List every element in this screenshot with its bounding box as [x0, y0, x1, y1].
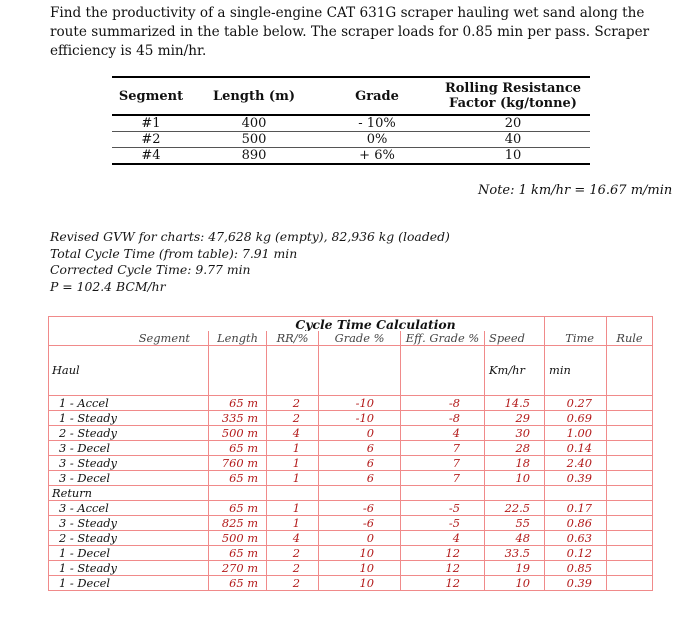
cycle-header-length: Length [209, 331, 267, 346]
route-cell-rr: 20 [436, 115, 590, 132]
empty-cell [485, 486, 545, 501]
cycle-row [49, 456, 653, 471]
empty-cell [209, 346, 267, 396]
cycle-cell-speed: 10 [485, 576, 545, 591]
cycle-cell-eff-grade: -8 [401, 411, 485, 426]
cycle-cell-length: 65 m [209, 501, 267, 516]
cycle-header-rr: RR/% [267, 331, 319, 346]
cycle-cell-speed: 18 [485, 456, 545, 471]
cycle-cell-rr: 1 [267, 501, 319, 516]
cycle-cell-segment: 3 - Decel [49, 471, 209, 486]
answer-gvw: Revised GVW for charts: 47,628 kg (empty), 82,936 kg (loaded) [50, 229, 450, 244]
cycle-cell-time: 0.12 [545, 546, 607, 561]
cycle-cell-length: 335 m [209, 411, 267, 426]
cycle-unit-time: min [545, 346, 607, 396]
cycle-cell-time: 0.27 [545, 396, 607, 411]
route-header-length: Length (m) [213, 88, 295, 104]
cycle-cell-speed: 28 [485, 441, 545, 456]
cycle-cell-time: 0.85 [545, 561, 607, 576]
route-cell-segment: #1 [112, 115, 190, 132]
cycle-cell-rr: 2 [267, 561, 319, 576]
cycle-cell-speed: 14.5 [485, 396, 545, 411]
cycle-cell-speed: 33.5 [485, 546, 545, 561]
route-cell-length: 890 [190, 148, 318, 165]
cycle-cell-time: 0.86 [545, 516, 607, 531]
cycle-cell-speed: 48 [485, 531, 545, 546]
cycle-time-body [49, 317, 653, 591]
group-label: Return [49, 486, 209, 501]
cycle-cell-time: 0.39 [545, 471, 607, 486]
empty-cell [401, 486, 485, 501]
cycle-cell-eff-grade: -5 [401, 516, 485, 531]
cycle-cell-eff-grade: -8 [401, 396, 485, 411]
cycle-cell-eff-grade: 7 [401, 441, 485, 456]
cycle-cell-rr: 4 [267, 531, 319, 546]
cycle-cell-rr: 1 [267, 441, 319, 456]
cycle-units-row [49, 346, 653, 396]
cycle-cell-time: 0.14 [545, 441, 607, 456]
cycle-cell-eff-grade: 4 [401, 426, 485, 441]
empty-cell [319, 486, 401, 501]
cycle-cell-speed: 29 [485, 411, 545, 426]
cycle-cell-rule [607, 561, 653, 576]
empty-cell [267, 346, 319, 396]
cycle-row [49, 531, 653, 546]
cycle-cell-rr: 4 [267, 426, 319, 441]
cycle-cell-rr: 1 [267, 456, 319, 471]
cycle-cell-time: 0.63 [545, 531, 607, 546]
empty-cell [401, 346, 485, 396]
answer-corrected-cycle-time: Corrected Cycle Time: 9.77 min [50, 262, 251, 277]
answer-total-cycle-time: Total Cycle Time (from table): 7.91 min [50, 245, 298, 261]
cycle-cell-speed: 10 [485, 471, 545, 486]
cycle-header-eff-grade: Eff. Grade % [401, 331, 485, 346]
route-header-rolling-resistance [436, 77, 590, 115]
cycle-cell-length: 500 m [209, 426, 267, 441]
empty-cell [267, 486, 319, 501]
cycle-row [49, 396, 653, 411]
cycle-cell-segment: 3 - Decel [49, 441, 209, 456]
cycle-row [49, 516, 653, 531]
route-cell-segment: #2 [112, 132, 190, 148]
cycle-time-table [48, 316, 653, 591]
cycle-cell-segment: 1 - Decel [49, 576, 209, 591]
cycle-cell-time: 0.39 [545, 576, 607, 591]
cycle-cell-speed: 19 [485, 561, 545, 576]
cycle-cell-time: 0.69 [545, 411, 607, 426]
cycle-cell-eff-grade: 12 [401, 546, 485, 561]
cycle-cell-grade: -6 [319, 501, 401, 516]
cycle-cell-segment: 1 - Decel [49, 546, 209, 561]
route-cell-grade: + 6% [318, 148, 436, 165]
problem-statement: Find the productivity of a single-engine CAT 631G scraper hauling wet sand along the route summarized in the table below. The scraper loads for 0.85 min per pass. Scraper efficiency is 45 min/hr. [50, 5, 650, 59]
cycle-cell-length: 65 m [209, 441, 267, 456]
empty-cell [545, 486, 607, 501]
cycle-cell-segment: 2 - Steady [49, 531, 209, 546]
cycle-cell-time: 1.00 [545, 426, 607, 441]
cycle-cell-length: 825 m [209, 516, 267, 531]
cycle-cell-segment: 1 - Steady [49, 411, 209, 426]
cycle-cell-segment: 3 - Steady [49, 456, 209, 471]
cycle-cell-length: 65 m [209, 471, 267, 486]
cycle-cell-length: 760 m [209, 456, 267, 471]
route-cell-grade: 0% [318, 132, 436, 148]
cycle-cell-rule [607, 501, 653, 516]
cycle-table-title: Cycle Time Calculation [267, 317, 485, 332]
cycle-cell-grade: -10 [319, 411, 401, 426]
cycle-cell-time: 0.17 [545, 501, 607, 516]
cycle-cell-eff-grade: 12 [401, 576, 485, 591]
cycle-cell-rule [607, 576, 653, 591]
cycle-cell-length: 500 m [209, 531, 267, 546]
cycle-cell-grade: -10 [319, 396, 401, 411]
cycle-row [49, 576, 653, 591]
route-row [112, 132, 590, 148]
cycle-cell-segment: 3 - Steady [49, 516, 209, 531]
cycle-cell-eff-grade: 12 [401, 561, 485, 576]
unit-note: Note: 1 km/hr = 16.67 m/min [478, 183, 673, 198]
route-cell-grade: - 10% [318, 115, 436, 132]
cycle-cell-rule [607, 546, 653, 561]
cycle-cell-grade: 6 [319, 456, 401, 471]
cycle-cell-length: 65 m [209, 396, 267, 411]
cycle-cell-rr: 2 [267, 546, 319, 561]
cycle-cell-length: 270 m [209, 561, 267, 576]
cycle-cell-rr: 1 [267, 471, 319, 486]
cycle-cell-grade: 0 [319, 426, 401, 441]
route-header-rr-line2: Factor (kg/tonne) [449, 96, 577, 111]
empty-cell [607, 346, 653, 396]
answer-productivity: P = 102.4 BCM/hr [50, 278, 166, 294]
empty-cell [319, 346, 401, 396]
cycle-cell-grade: 10 [319, 561, 401, 576]
cycle-cell-grade: -6 [319, 516, 401, 531]
route-header-segment: Segment [118, 88, 184, 104]
cycle-row [49, 441, 653, 456]
cycle-cell-eff-grade: 4 [401, 531, 485, 546]
group-label: Haul [49, 346, 209, 396]
cycle-cell-rule [607, 396, 653, 411]
handwritten-answers [50, 229, 450, 295]
route-cell-rr: 40 [436, 132, 590, 148]
cycle-row [49, 546, 653, 561]
cycle-cell-rr: 2 [267, 411, 319, 426]
cycle-row [49, 426, 653, 441]
cycle-row [49, 561, 653, 576]
cycle-cell-grade: 10 [319, 576, 401, 591]
cycle-cell-speed: 30 [485, 426, 545, 441]
cycle-cell-segment: 1 - Accel [49, 396, 209, 411]
cycle-cell-rule [607, 411, 653, 426]
cycle-cell-rule [607, 531, 653, 546]
cycle-header-time: Time [545, 331, 607, 346]
cycle-row [49, 411, 653, 426]
cycle-cell-time: 2.40 [545, 456, 607, 471]
route-row [112, 148, 590, 165]
cycle-cell-eff-grade: 7 [401, 471, 485, 486]
route-cell-segment: #4 [112, 148, 190, 165]
cycle-cell-rr: 1 [267, 516, 319, 531]
cycle-cell-grade: 10 [319, 546, 401, 561]
cycle-cell-grade: 0 [319, 531, 401, 546]
cycle-header-rule: Rule [607, 331, 653, 346]
cycle-cell-rule [607, 516, 653, 531]
cycle-cell-grade: 6 [319, 441, 401, 456]
route-table-body [112, 115, 590, 164]
cycle-cell-rr: 2 [267, 576, 319, 591]
empty-cell [607, 486, 653, 501]
route-header-rr-line1: Rolling Resistance [444, 81, 582, 96]
cycle-cell-rule [607, 456, 653, 471]
cycle-cell-length: 65 m [209, 576, 267, 591]
cycle-cell-eff-grade: 7 [401, 456, 485, 471]
cycle-cell-segment: 1 - Steady [49, 561, 209, 576]
route-header-grade: Grade [355, 88, 399, 104]
empty-cell [209, 486, 267, 501]
cycle-cell-rule [607, 441, 653, 456]
route-cell-length: 500 [190, 132, 318, 148]
cycle-group-row [49, 486, 653, 501]
cycle-row [49, 501, 653, 516]
cycle-row [49, 471, 653, 486]
route-row [112, 115, 590, 132]
cycle-cell-rule [607, 426, 653, 441]
cycle-unit-speed: Km/hr [485, 346, 545, 396]
cycle-cell-eff-grade: -5 [401, 501, 485, 516]
cycle-header-grade: Grade % [319, 331, 401, 346]
cycle-cell-length: 65 m [209, 546, 267, 561]
cycle-header-speed: Speed [485, 331, 545, 346]
cycle-cell-segment: 2 - Steady [49, 426, 209, 441]
route-cell-rr: 10 [436, 148, 590, 165]
cycle-cell-speed: 22.5 [485, 501, 545, 516]
cycle-cell-grade: 6 [319, 471, 401, 486]
cycle-cell-rr: 2 [267, 396, 319, 411]
route-cell-length: 400 [190, 115, 318, 132]
cycle-header-segment: Segment [49, 331, 209, 346]
cycle-cell-segment: 3 - Accel [49, 501, 209, 516]
cycle-cell-rule [607, 471, 653, 486]
cycle-cell-speed: 55 [485, 516, 545, 531]
route-table [112, 76, 590, 165]
